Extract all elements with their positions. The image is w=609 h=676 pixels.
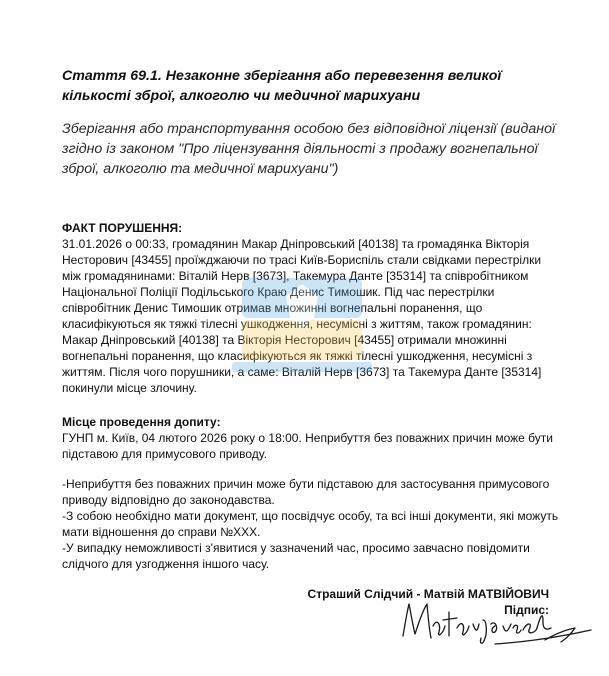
- violation-fact-section: [62, 220, 562, 396]
- note-item: -З собою необхідно мати документ, що посвідчує особу, та всі інші документи, які можуть мати відношення до справи №XXX.: [62, 509, 559, 539]
- note-item: -Неприбуття без поважних причин може бути підставою для застосування примусового приводу відповідно до законодавства.: [62, 477, 550, 507]
- article-description: Зберігання або транспортування особою без відповідної ліцензії (виданої згідно із законом "Про ліцензування діяльності з продажу вогнепальної зброї, алкоголю та медичної марихуани"): [62, 121, 556, 177]
- notes-section: [62, 476, 562, 572]
- interrogation-place-text: ГУНП м. Київ, 04 лютого 2026 року о 18:00. Неприбуття без поважних причин може бути підставою для примусового приводу.: [62, 431, 553, 461]
- signer-name: Страший Слідчий - Матвій МАТВІЙОВИЧ: [307, 587, 549, 601]
- interrogation-place-heading: Місце проведення допиту:: [62, 415, 221, 429]
- article-title: Стаття 69.1. Незаконне зберігання або перевезення великої кількості зброї, алкоголю чи медичної марихуани: [62, 68, 502, 104]
- handwritten-signature-icon: [395, 594, 600, 666]
- violation-fact-heading: ФАКТ ПОРУШЕННЯ:: [62, 221, 183, 235]
- violation-fact-text: 31.01.2026 о 00:33, громадянин Макар Дніпровський [40138] та громадянка Вікторія Несторович [43455] проїжджаючи по трасі Київ-Бориспіль стали свідками перестрілки між громадянинами: Віталій Нерв [3673], Такемура Данте [35314] та співробітником Національної Поліції Подільського Краю Денис Тимошик. Під час перестрілки співробітник Денис Тимошик отримав множинні вогнепальні поранення, що класифікуються як тяжкі тілесні ушкодження, несумісні з життям, також громадянин: Макар Дніпровський [40138] та Вікторія Несторович [43455] отримали множинні вогнепальні поранення, що класифікуються як тяжкі тілесні ушкодження, несумісні з життям. Після чого порушники, а саме: Віталій Нерв [3673] та Такемура Данте [35314] покинули місце злочину.: [62, 237, 542, 395]
- signature-label: Підпис:: [504, 603, 549, 617]
- note-item: -У випадку неможливості з'явитися у зазначений час, просимо завчасно повідомити слідчого для узгодження іншого часу.: [62, 541, 530, 571]
- interrogation-place-section: [62, 414, 562, 462]
